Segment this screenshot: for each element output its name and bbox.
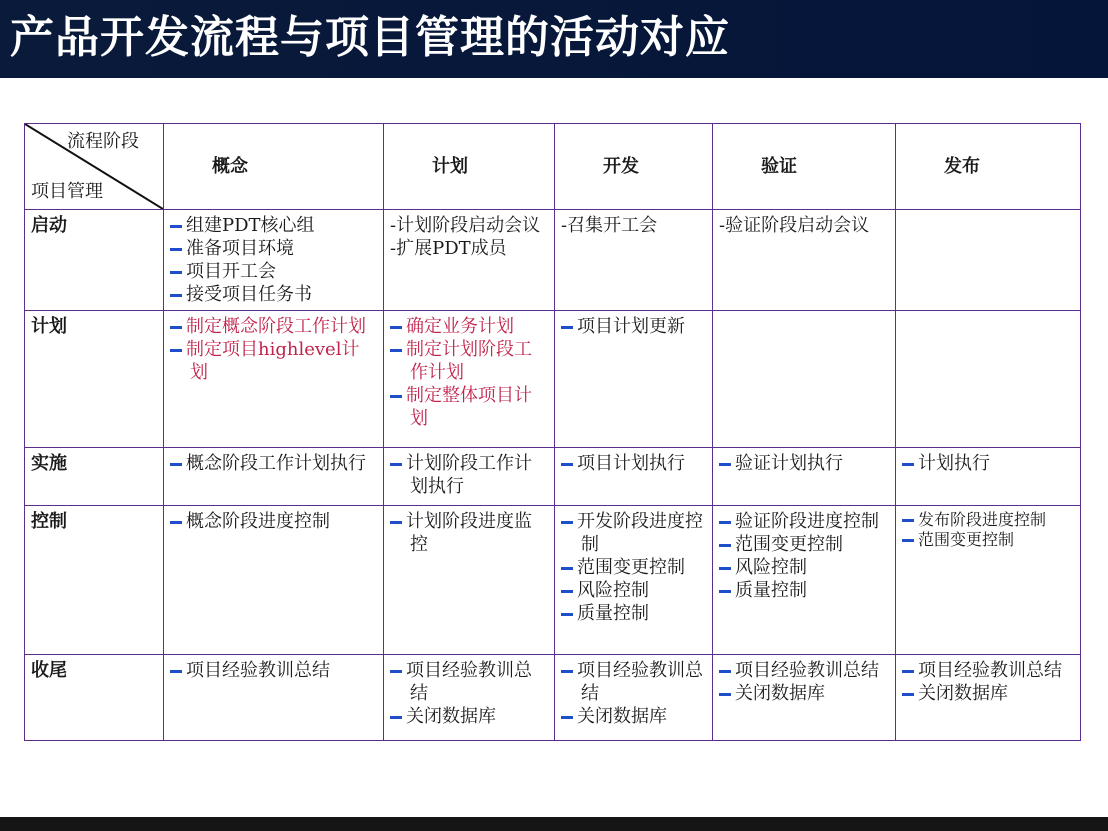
cell-item <box>390 315 548 338</box>
cell-item-text: 开发阶段进度控制 <box>577 511 703 555</box>
cell-item <box>170 315 377 338</box>
table-row <box>25 311 1081 448</box>
cell-item <box>170 338 377 384</box>
table-cell <box>555 448 713 506</box>
cell-item <box>719 579 889 602</box>
cell-item-text: 发布阶段进度控制 <box>918 510 1047 529</box>
cell-item-text: 关闭数据库 <box>406 706 496 727</box>
bullet-dash-icon <box>719 544 731 547</box>
row-header: 控制 <box>25 506 164 655</box>
bullet-dash-icon <box>561 613 573 616</box>
cell-item-text: 制定整体项目计划 <box>406 385 532 429</box>
cell-item-text: 质量控制 <box>577 603 649 624</box>
cell-item <box>170 283 377 306</box>
cell-item-text: 计划阶段进度监控 <box>406 511 532 555</box>
table-cell <box>384 655 555 741</box>
cell-item <box>390 384 548 430</box>
bullet-dash-icon <box>902 463 914 466</box>
bullet-dash-icon <box>719 670 731 673</box>
bullet-dash-icon <box>390 716 402 719</box>
table-row <box>25 448 1081 506</box>
bullet-dash-icon <box>170 225 182 228</box>
table-cell <box>555 655 713 741</box>
cell-item-text: 范围变更控制 <box>735 534 843 555</box>
cell-item-text: 范围变更控制 <box>577 557 685 578</box>
cell-item-text: 概念阶段工作计划执行 <box>186 453 366 474</box>
cell-item-text: 验证计划执行 <box>735 453 843 474</box>
table-cell <box>713 655 896 741</box>
row-header: 收尾 <box>25 655 164 741</box>
bullet-dash-icon <box>561 590 573 593</box>
column-header: 开发 <box>555 124 713 210</box>
bullet-dash-icon <box>902 670 914 673</box>
cell-item <box>561 705 706 728</box>
cell-item-text: 项目计划更新 <box>577 316 685 337</box>
bullet-dash-icon <box>170 349 182 352</box>
cell-item <box>902 530 1074 550</box>
bullet-dash-icon <box>170 248 182 251</box>
bullet-dash-icon <box>561 521 573 524</box>
cell-item <box>390 510 548 556</box>
cell-item <box>561 579 706 602</box>
activity-table <box>24 123 1081 741</box>
bullet-dash-icon <box>719 567 731 570</box>
table-row <box>25 506 1081 655</box>
cell-item <box>561 556 706 579</box>
column-header: 计划 <box>384 124 555 210</box>
table-cell <box>896 311 1081 448</box>
cell-item <box>390 659 548 705</box>
cell-item <box>170 510 377 533</box>
cell-item-text: 项目开工会 <box>186 261 276 282</box>
bullet-dash-icon <box>390 326 402 329</box>
cell-item <box>719 659 889 682</box>
bullet-dash-icon <box>170 294 182 297</box>
cell-item-text: 计划阶段工作计划执行 <box>406 453 532 497</box>
page-title: 产品开发流程与项目管理的活动对应 <box>10 12 730 63</box>
table-cell <box>384 210 555 311</box>
bullet-dash-icon <box>719 693 731 696</box>
cell-item-text: 范围变更控制 <box>918 530 1015 549</box>
cell-item <box>902 452 1074 475</box>
cell-item-text: 计划执行 <box>918 453 990 474</box>
table-cell <box>896 210 1081 311</box>
bullet-dash-icon <box>902 693 914 696</box>
cell-item <box>561 510 706 556</box>
table-cell <box>713 448 896 506</box>
cell-item <box>719 556 889 579</box>
table-cell <box>164 210 384 311</box>
column-header: 验证 <box>713 124 896 210</box>
cell-item <box>719 682 889 705</box>
cell-item: -验证阶段启动会议 <box>719 215 870 236</box>
table-cell <box>164 655 384 741</box>
table-cell <box>164 448 384 506</box>
cell-item <box>390 452 548 498</box>
bullet-dash-icon <box>561 463 573 466</box>
cell-item <box>561 315 706 338</box>
cell-item-text: 项目经验教训总结 <box>577 660 703 704</box>
cell-item-text: 接受项目任务书 <box>186 284 312 305</box>
title-bar <box>0 0 1108 78</box>
cell-item-text: 风险控制 <box>735 557 807 578</box>
table-cell <box>555 506 713 655</box>
cell-item-text: 项目经验教训总结 <box>406 660 532 704</box>
table-cell <box>555 210 713 311</box>
header-row <box>25 124 1081 210</box>
bullet-dash-icon <box>170 521 182 524</box>
cell-item <box>561 659 706 705</box>
bullet-dash-icon <box>561 567 573 570</box>
column-header: 概念 <box>164 124 384 210</box>
corner-label-pm: 项目管理 <box>31 181 103 202</box>
cell-item-text: 项目经验教训总结 <box>918 660 1062 681</box>
bullet-dash-icon <box>902 519 914 522</box>
bullet-dash-icon <box>170 463 182 466</box>
cell-item <box>719 510 889 533</box>
bullet-dash-icon <box>170 326 182 329</box>
cell-item <box>719 452 889 475</box>
cell-item: -召集开工会 <box>561 215 658 236</box>
cell-item <box>561 602 706 625</box>
cell-item-text: 制定项目highlevel计划 <box>186 339 360 383</box>
cell-item-text: 项目计划执行 <box>577 453 685 474</box>
corner-label-stage: 流程阶段 <box>67 131 139 152</box>
row-header: 启动 <box>25 210 164 311</box>
bullet-dash-icon <box>390 463 402 466</box>
cell-item <box>902 682 1074 705</box>
corner-cell <box>25 124 164 210</box>
cell-item <box>902 510 1074 530</box>
cell-item <box>390 705 548 728</box>
bullet-dash-icon <box>561 326 573 329</box>
column-header: 发布 <box>896 124 1081 210</box>
cell-item-text: 质量控制 <box>735 580 807 601</box>
cell-item: -计划阶段启动会议 <box>390 215 541 236</box>
cell-item <box>719 533 889 556</box>
row-header: 计划 <box>25 311 164 448</box>
cell-item-text: 制定概念阶段工作计划 <box>186 316 366 337</box>
table-cell <box>384 311 555 448</box>
bullet-dash-icon <box>390 670 402 673</box>
table-cell <box>164 311 384 448</box>
table-cell <box>713 311 896 448</box>
cell-item-text: 关闭数据库 <box>918 683 1008 704</box>
cell-item-text: 概念阶段进度控制 <box>186 511 330 532</box>
cell-item-text: 确定业务计划 <box>406 316 514 337</box>
table-cell <box>384 506 555 655</box>
bullet-dash-icon <box>170 670 182 673</box>
cell-item-text: 关闭数据库 <box>577 706 667 727</box>
table-cell <box>713 210 896 311</box>
cell-item-text: 验证阶段进度控制 <box>735 511 879 532</box>
cell-item-text: 风险控制 <box>577 580 649 601</box>
bullet-dash-icon <box>719 521 731 524</box>
cell-item <box>561 452 706 475</box>
bullet-dash-icon <box>561 716 573 719</box>
cell-item-text: 关闭数据库 <box>735 683 825 704</box>
cell-item <box>902 659 1074 682</box>
bullet-dash-icon <box>170 271 182 274</box>
row-header: 实施 <box>25 448 164 506</box>
bullet-dash-icon <box>719 590 731 593</box>
bullet-dash-icon <box>390 349 402 352</box>
cell-item <box>170 260 377 283</box>
bullet-dash-icon <box>719 463 731 466</box>
table-cell <box>896 655 1081 741</box>
bullet-dash-icon <box>390 395 402 398</box>
table-cell <box>164 506 384 655</box>
bullet-dash-icon <box>561 670 573 673</box>
table-cell <box>384 448 555 506</box>
cell-item-text: 项目经验教训总结 <box>735 660 879 681</box>
table-cell <box>713 506 896 655</box>
table-cell <box>555 311 713 448</box>
cell-item <box>390 338 548 384</box>
cell-item-text: 组建PDT核心组 <box>186 215 315 236</box>
bullet-dash-icon <box>902 539 914 542</box>
table-row <box>25 210 1081 311</box>
cell-item <box>170 659 377 682</box>
bottom-bar <box>0 817 1108 831</box>
cell-item-text: 准备项目环境 <box>186 238 294 259</box>
bullet-dash-icon <box>390 521 402 524</box>
cell-item <box>170 214 377 237</box>
cell-item <box>170 237 377 260</box>
table-cell <box>896 506 1081 655</box>
table-row <box>25 655 1081 741</box>
cell-item <box>170 452 377 475</box>
cell-item-text: 制定计划阶段工作计划 <box>406 339 532 383</box>
table-cell <box>896 448 1081 506</box>
cell-item: -扩展PDT成员 <box>390 238 507 259</box>
cell-item-text: 项目经验教训总结 <box>186 660 330 681</box>
